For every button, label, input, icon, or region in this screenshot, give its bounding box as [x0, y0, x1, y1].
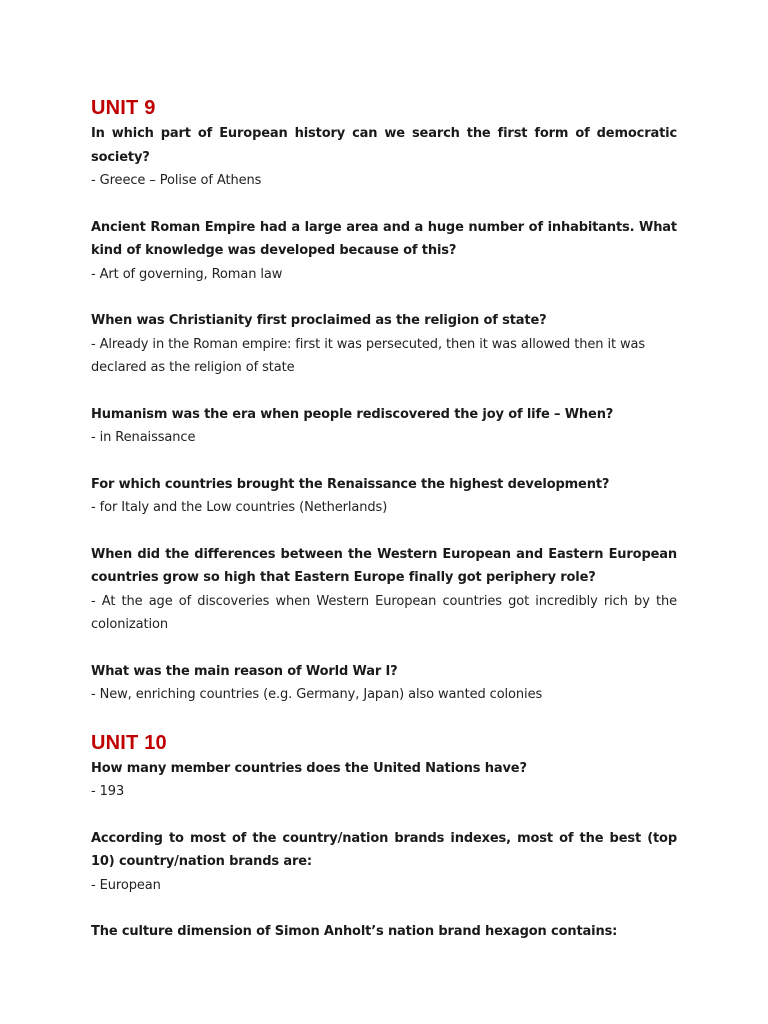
question-text: When was Christianity first proclaimed as the religion of state? [91, 313, 547, 328]
unit-10-section [91, 729, 677, 944]
qa-item [91, 403, 677, 450]
question-text: When did the differences between the Western European and Eastern European countries grow so high that Eastern Europe finally got periphery role? [91, 546, 677, 585]
qa-item [91, 757, 677, 804]
question-text: For which countries brought the Renaissance the highest development? [91, 476, 610, 492]
answer-text: - European [91, 877, 161, 893]
answer-text: - 193 [91, 784, 125, 799]
unit-9-title: UNIT 9 [91, 97, 156, 119]
question-text: What was the main reason of World War I? [91, 663, 398, 679]
qa-item [91, 920, 677, 944]
qa-item [91, 827, 677, 898]
question-text: Ancient Roman Empire had a large area and a huge number of inhabitants. What kind of knowledge was developed because of this? [91, 219, 677, 258]
qa-item [91, 473, 677, 520]
answer-text: - for Italy and the Low countries (Netherlands) [91, 500, 388, 515]
qa-item [91, 660, 677, 707]
answer-text: - At the age of discoveries when Western European countries got incredibly rich by the colonization [91, 593, 677, 632]
qa-item [91, 309, 677, 380]
question-text: How many member countries does the United Nations have? [91, 760, 527, 776]
answer-text: - Art of governing, Roman law [91, 266, 283, 282]
document-page [91, 94, 677, 944]
answer-text: - in Renaissance [91, 430, 196, 445]
question-text: The culture dimension of Simon Anholt’s nation brand hexagon contains: [91, 924, 618, 939]
unit-9-section [91, 94, 677, 707]
question-text: In which part of European history can we search the first form of democratic society? [91, 126, 677, 165]
unit-10-title: UNIT 10 [91, 731, 167, 754]
answer-text: - Already in the Roman empire: first it was persecuted, then it was allowed then it was declared as the religion of state [91, 336, 646, 375]
question-text: Humanism was the era when people rediscovered the joy of life – When? [91, 406, 614, 422]
answer-text: - New, enriching countries (e.g. Germany, Japan) also wanted colonies [91, 687, 543, 702]
qa-item [91, 543, 677, 637]
question-text: According to most of the country/nation brands indexes, most of the best (top 10) country/nation brands are: [91, 830, 677, 869]
qa-item [91, 216, 677, 287]
answer-text: - Greece – Polise of Athens [91, 173, 262, 188]
qa-item [91, 122, 677, 193]
